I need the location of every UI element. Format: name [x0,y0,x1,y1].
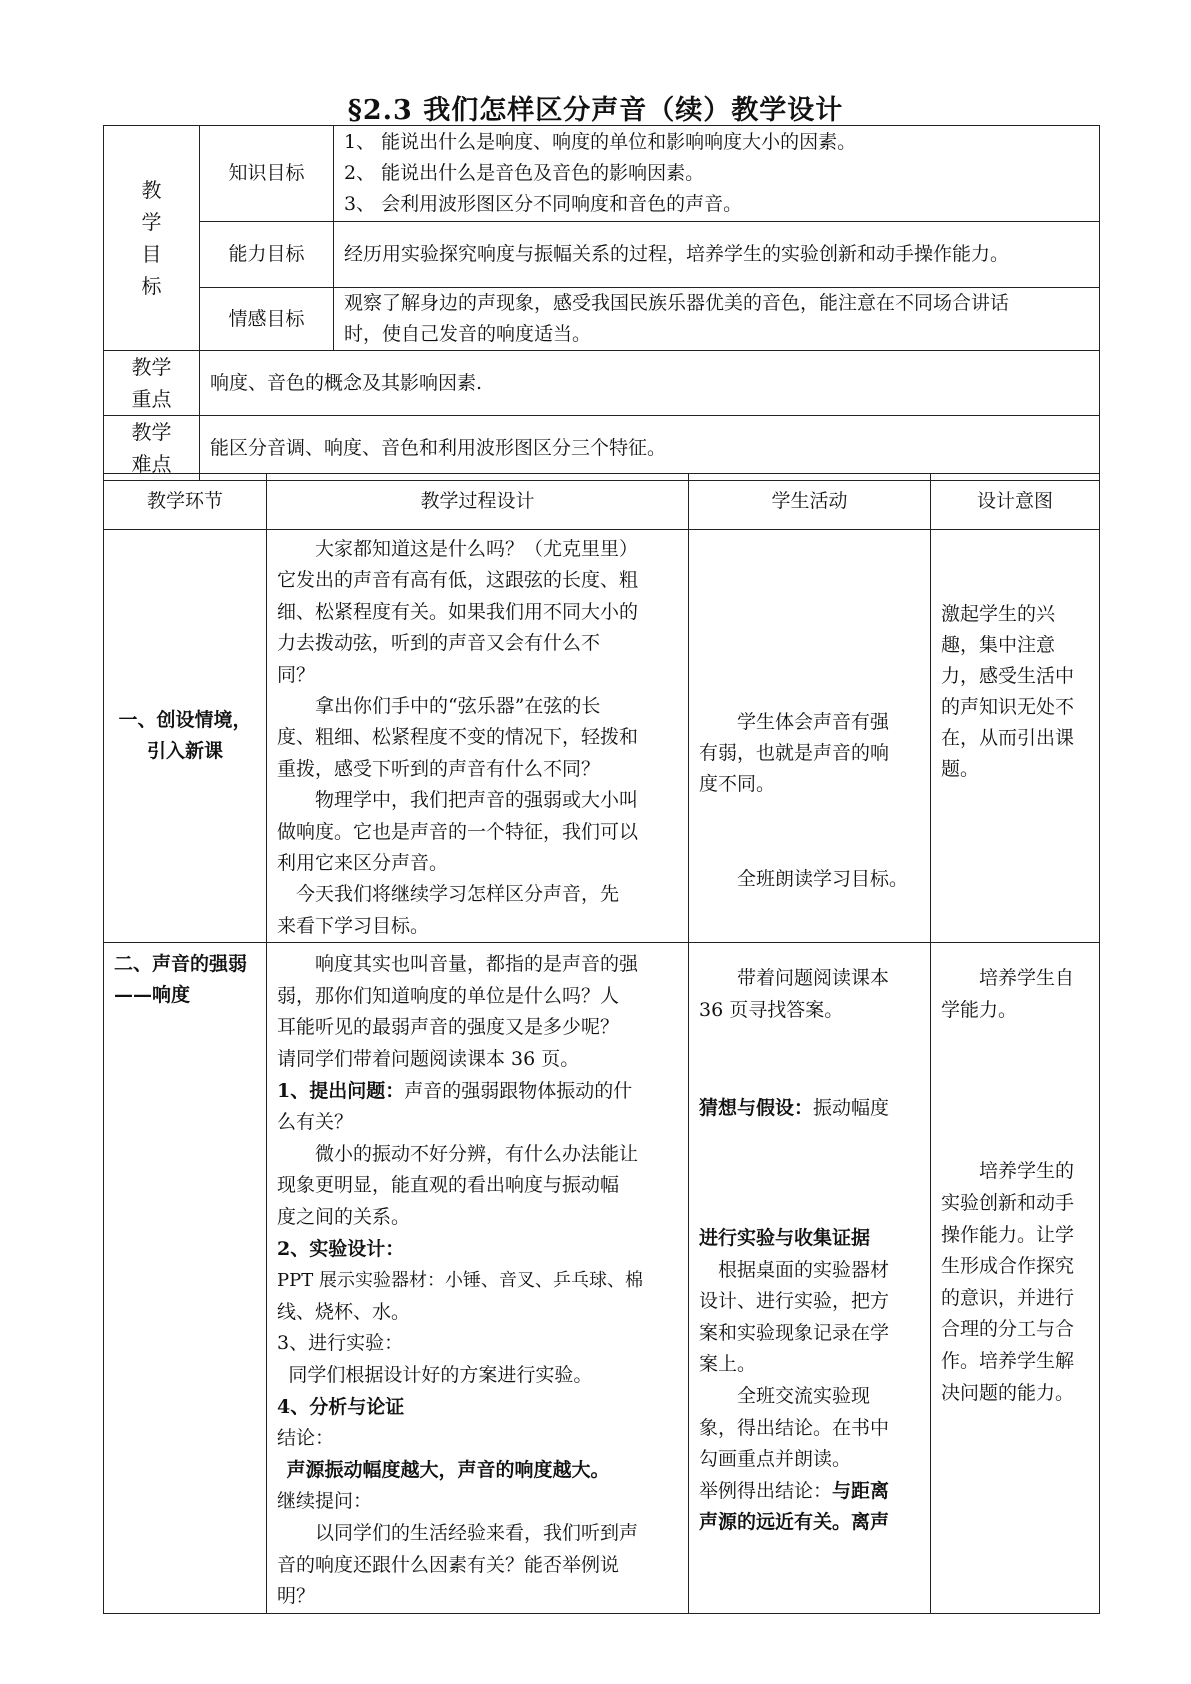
student-line: 勾画重点并朗读。 [699,1448,852,1471]
objectives-label-char: 标 [141,274,162,298]
process-line: 重拨，感受下听到的声音有什么不同？ [277,757,601,780]
emotion-objective-label: 情感目标 [200,288,334,351]
process-line: 么有关？ [277,1111,354,1134]
intent-line: 培养学生自 [979,967,1075,990]
process-line: 度、粗细、松紧程度不变的情况下，轻拨和 [277,726,639,749]
conclusion-label: 结论： [277,1427,335,1450]
intent-line: 在，从而引出课 [941,727,1075,749]
emotion-line: 观察了解身边的声现象，感受我国民族乐器优美的音色，能注意在不同场合讲话 [344,292,1010,314]
process-line: PPT 展示实验器材：小锤、音叉、乒乓球、棉 [277,1270,643,1292]
process-line: 细、松紧程度有关。如果我们用不同大小的 [277,600,639,623]
student-line: 36 页寻找答案。 [699,998,844,1021]
ability-objective-label: 能力目标 [200,222,334,288]
student-line: 全班交流实验现 [737,1385,871,1408]
section1-stage-line: 引入新课 [146,740,223,763]
intent-line: 决问题的能力。 [941,1381,1075,1404]
process-line: 同学们根据设计好的方案进行实验。 [288,1364,593,1386]
process-line: 它发出的声音有高有低，这跟弦的长度、粗 [277,569,639,592]
intent-line: 作。培养学生解 [941,1350,1075,1373]
section1-stage-line: 一、创设情境， [118,709,252,732]
student-line: 设计、进行实验，把方 [699,1290,890,1313]
knowledge-item: 3、 会利用波形图区分不同响度和音色的声音。 [344,193,743,215]
difficulty-content: 能区分音调、响度、音色和利用波形图区分三个特征。 [200,416,1100,481]
student-line: 带着问题阅读课本 [737,967,890,990]
process-line: 微小的振动不好分辨，有什么办法能让 [315,1142,639,1165]
process-line: 音的响度还跟什么因素有关？能否举例说 [277,1553,620,1576]
experiment-label: 3、进行实验： [277,1332,404,1355]
example-bold-line: 声源的远近有关。离声 [699,1511,890,1534]
student-line: 象，得出结论。在书中 [699,1416,890,1439]
intent-line: 合理的分工与合 [941,1318,1075,1341]
intent-line: 的意识，并进行 [941,1286,1075,1309]
process-line: 请同学们带着问题阅读课本 36 页。 [277,1048,580,1071]
section1-stage [104,530,267,943]
key-point-label-line: 教学 [131,355,172,379]
process-line: 耳能听见的最弱声音的强度又是多少呢？ [277,1016,620,1039]
question-label: 1、提出问题： [277,1079,405,1102]
student-line: 案和实验现象记录在学 [699,1321,890,1344]
key-point-label-line: 重点 [131,387,172,411]
process-line: 拿出你们手中的“弦乐器”在弦的长 [315,695,601,718]
section1-intent [931,530,1100,943]
design-label: 2、实验设计： [277,1237,405,1260]
difficulty-label-line: 教学 [131,420,172,444]
objectives-label-char: 目 [141,242,162,266]
student-line: 学生体会声音有强 [737,711,890,733]
knowledge-objective-label: 知识目标 [200,126,334,222]
knowledge-objective-content [334,126,1100,222]
key-point-label [104,351,200,416]
student-line: 案上。 [699,1353,757,1376]
section2-stage-line: 二、声音的强弱 [114,953,248,976]
process-table [103,473,1100,1614]
section1-student [689,530,931,943]
process-line: 大家都知道这是什么吗？（尤克里里） [315,538,639,560]
process-line: 同？ [277,663,316,686]
section1-process [267,530,689,943]
hypothesis-label: 猜想与假设： [699,1097,814,1120]
process-line: 今天我们将继续学习怎样区分声音，先 [296,883,620,906]
example-prefix: 举例得出结论： [699,1479,833,1502]
process-line: 响度其实也叫音量，都指的是声音的强 [315,953,639,976]
header-intent: 设计意图 [931,474,1100,530]
intent-line: 的声知识无处不 [941,696,1075,718]
question-text: 声音的强弱跟物体振动的什 [404,1079,633,1102]
emotion-line: 时，使自己发音的响度适当。 [344,323,592,345]
emotion-objective-content [334,288,1100,351]
process-line: 做响度。它也是声音的一个特征，我们可以 [277,820,639,843]
example-bold: 与距离 [832,1479,890,1502]
intent-line: 激起学生的兴 [941,603,1056,625]
process-line: 力去拨动弦，听到的声音又会有什么不 [277,632,601,655]
knowledge-item: 2、 能说出什么是音色及音色的影响因素。 [344,162,705,184]
header-stage: 教学环节 [104,474,267,530]
difficulty-label-line: 难点 [131,452,172,476]
conclusion-text: 声源振动幅度越大，声音的响度越大。 [286,1458,610,1481]
document-title: §2.3 我们怎样区分声音（续）教学设计 [347,95,844,126]
intent-line: 题。 [941,758,980,780]
process-line: 现象更明显，能直观的看出响度与振动幅 [277,1174,620,1197]
intent-line: 力，感受生活中 [941,665,1075,687]
knowledge-item: 1、 能说出什么是响度、响度的单位和影响响度大小的因素。 [344,131,857,153]
section2-process [267,943,689,1613]
key-point-content: 响度、音色的概念及其影响因素. [200,351,1100,416]
intent-line: 实验创新和动手 [941,1192,1075,1215]
intent-line: 学能力。 [941,998,1018,1021]
section2-student [689,943,931,1613]
process-line: 以同学们的生活经验来看，我们听到声 [315,1521,639,1544]
follow-label: 继续提问： [277,1490,373,1513]
intent-line: 趣，集中注意 [941,634,1056,656]
intent-line: 生形成合作探究 [941,1255,1075,1278]
process-line: 线、烧杯、水。 [277,1300,411,1323]
difficulty-label [104,416,200,481]
process-line: 弱，那你们知道响度的单位是什么吗？人 [277,984,620,1007]
section2-stage-line: ——响度 [114,984,191,1007]
objectives-label-char: 学 [141,210,162,234]
process-line: 明？ [277,1585,316,1608]
objectives-table [103,125,1100,481]
objectives-label-char: 教 [141,178,162,202]
objectives-label [104,126,200,351]
student-line: 全班朗读学习目标。 [737,868,909,890]
student-line: 根据桌面的实验器材 [718,1258,890,1281]
hypothesis-line [699,1093,920,1125]
process-line: 度之间的关系。 [277,1206,411,1229]
hypothesis-text: 振动幅度 [813,1097,890,1120]
example-line [699,1476,920,1508]
experiment-evidence-label: 进行实验与收集证据 [699,1227,871,1250]
question-line [277,1076,678,1108]
student-line: 有弱，也就是声音的响 [699,742,890,764]
process-line: 来看下学习目标。 [277,914,430,937]
section2-stage [104,943,267,1613]
intent-line: 培养学生的 [979,1160,1075,1183]
student-line: 度不同。 [699,773,776,795]
ability-objective-content: 经历用实验探究响度与振幅关系的过程，培养学生的实验创新和动手操作能力。 [334,222,1100,288]
header-process: 教学过程设计 [267,474,689,530]
intent-line: 操作能力。让学 [941,1223,1075,1246]
analysis-label: 4、分析与论证 [277,1395,405,1418]
section2-intent [931,943,1100,1613]
header-student: 学生活动 [689,474,931,530]
process-line: 利用它来区分声音。 [277,852,449,875]
process-line: 物理学中，我们把声音的强弱或大小叫 [315,789,639,812]
